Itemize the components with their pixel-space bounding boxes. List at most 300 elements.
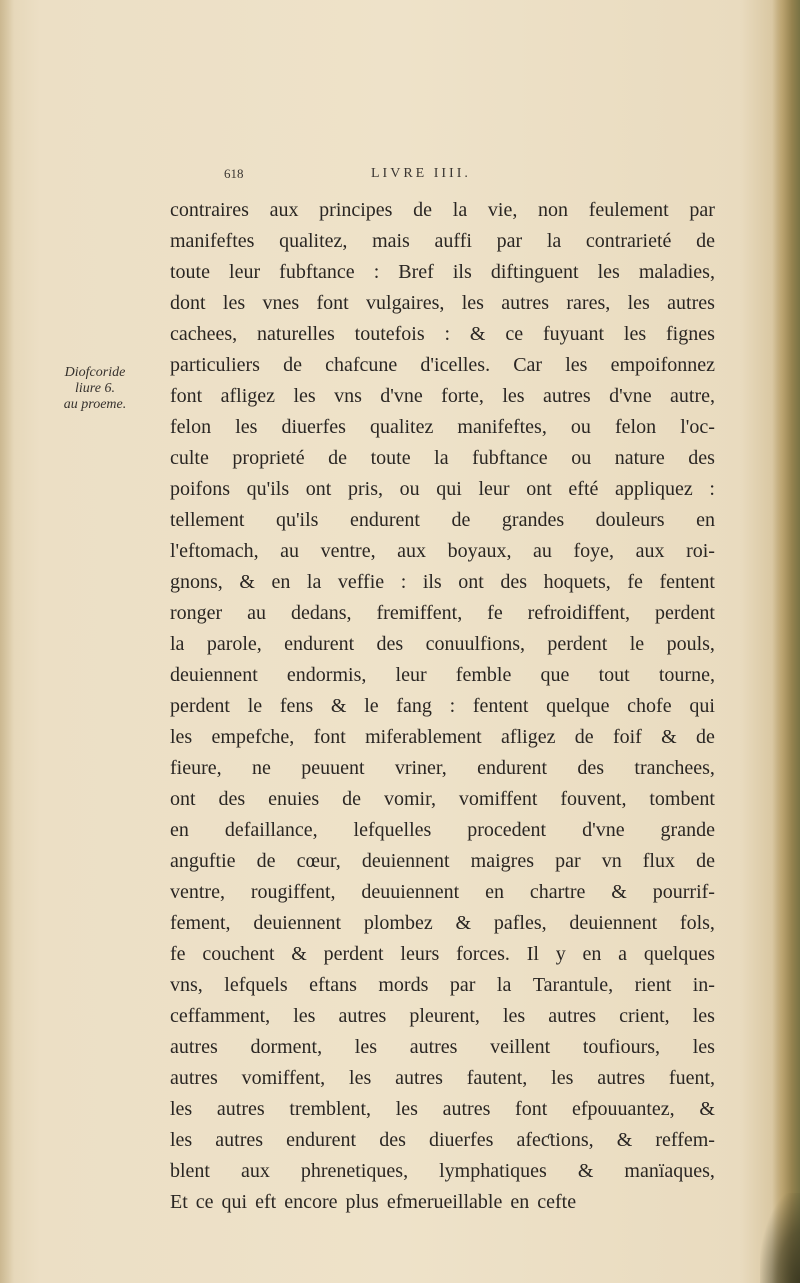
word: que (540, 664, 570, 686)
word: afligez (220, 385, 276, 407)
word: & (239, 571, 255, 593)
word: deuiennent (361, 850, 450, 872)
word: des (688, 447, 715, 469)
word: : (449, 695, 456, 717)
text-line (170, 908, 715, 939)
word: les (461, 292, 484, 314)
word: fe (627, 571, 643, 593)
text-line (170, 226, 715, 257)
word: toute (370, 447, 411, 469)
word: les (349, 1067, 372, 1089)
word: empoifonnez (610, 354, 715, 376)
text-line (170, 598, 715, 629)
word: encore (284, 1191, 338, 1213)
text-line (170, 970, 715, 1001)
word: les (597, 261, 620, 283)
word: : (400, 571, 407, 593)
word: vie, (487, 199, 518, 221)
word: vns (334, 385, 362, 407)
word: deuiennent (569, 912, 658, 934)
word: ou (399, 478, 420, 500)
word: rares, (566, 292, 611, 314)
word: flux (642, 850, 675, 872)
word: foye, (573, 540, 615, 562)
word: qu'ils (246, 478, 290, 500)
word: crient, (619, 1005, 670, 1027)
word: quelques (643, 943, 715, 965)
word: miferablement (365, 726, 482, 748)
word: plus (345, 1191, 379, 1213)
word: femble (455, 664, 512, 686)
text-line (170, 288, 715, 319)
word: diuerfes (428, 1129, 494, 1151)
word: Tarantule, (532, 974, 614, 996)
text-line (170, 660, 715, 691)
word: grandes (501, 509, 565, 531)
word: fouvent, (560, 788, 627, 810)
word: qualitez (370, 416, 434, 438)
word: & (661, 726, 677, 748)
word: autre, (670, 385, 715, 407)
word: fens (279, 695, 314, 717)
word: font (515, 1098, 548, 1120)
word: diftinguent (490, 261, 579, 283)
word: les (293, 385, 316, 407)
word: non (538, 199, 569, 221)
body-text (170, 195, 715, 1218)
word: fe (170, 943, 186, 965)
word: par (496, 230, 523, 252)
word: feulement (588, 199, 669, 221)
word: autres (542, 385, 591, 407)
word: les (551, 1067, 574, 1089)
word: ventre, (320, 540, 376, 562)
word: tellement (170, 509, 245, 531)
word: enuies (268, 788, 320, 810)
text-line (170, 567, 715, 598)
word: vnes (262, 292, 300, 314)
word: cefte (537, 1191, 577, 1213)
word: & (616, 1129, 633, 1151)
word: gnons, (170, 571, 223, 593)
word: de (328, 447, 348, 469)
word: les (692, 1005, 715, 1027)
word: cachees, (170, 323, 238, 345)
text-line (170, 1156, 715, 1187)
word: pafles, (493, 912, 547, 934)
word: efté (568, 478, 599, 500)
word: les (395, 1098, 418, 1120)
word: fubftance (279, 261, 355, 283)
word: les (565, 354, 588, 376)
word: toutefois (354, 323, 425, 345)
word: deuuiennent (361, 881, 460, 903)
word: par (449, 974, 476, 996)
word: hoquets, (543, 571, 611, 593)
word: le (364, 695, 379, 717)
text-line (170, 629, 715, 660)
word: de (283, 354, 302, 376)
word: dedans, (291, 602, 352, 624)
word: Bref (398, 261, 434, 283)
word: fignes (666, 323, 715, 345)
word: ceffamment, (170, 1005, 271, 1027)
word: en (271, 571, 291, 593)
word: : (373, 261, 380, 283)
running-title: LIVRE IIII. (371, 166, 471, 181)
word: au (533, 540, 552, 562)
text-line (170, 195, 715, 226)
text-line (170, 846, 715, 877)
word: de (256, 850, 276, 872)
word: ils (422, 571, 442, 593)
running-head (0, 166, 800, 186)
word: autres (409, 1036, 458, 1058)
word: autres (501, 292, 550, 314)
word: vns, (170, 974, 203, 996)
word: particuliers (170, 354, 260, 376)
word: & (611, 881, 627, 903)
word: les (692, 1036, 715, 1058)
word: rient (634, 974, 672, 996)
word: perdent (654, 602, 715, 624)
margin-note-line: au proeme. (63, 397, 127, 412)
word: maladies, (638, 261, 715, 283)
word: dorment, (250, 1036, 323, 1058)
text-line (170, 474, 715, 505)
word: l'eftomach, (170, 540, 259, 562)
text-line (170, 691, 715, 722)
word: autres (216, 1098, 265, 1120)
word: leurs (400, 943, 440, 965)
word: perdent (547, 633, 608, 655)
margin-note-line: Diofcoride (64, 365, 126, 380)
text-line (170, 412, 715, 443)
word: foif (612, 726, 642, 748)
word: ne (251, 757, 271, 779)
word: tourne, (658, 664, 715, 686)
word: deuiennent (253, 912, 342, 934)
word: fols, (679, 912, 715, 934)
text-line (170, 443, 715, 474)
word: en (582, 943, 602, 965)
word: manifeftes (170, 230, 255, 252)
text-line (170, 1125, 715, 1156)
word: vn (601, 850, 622, 872)
word: des (376, 633, 404, 655)
word: eft (255, 1191, 277, 1213)
word: des (577, 757, 605, 779)
word: de (342, 788, 362, 810)
binding-shadow (0, 0, 14, 1283)
word: auffi (434, 230, 472, 252)
word: de (451, 509, 471, 531)
word: principes (319, 199, 393, 221)
text-line (170, 784, 715, 815)
word: douleurs (595, 509, 665, 531)
text-line (170, 939, 715, 970)
word: anguftie (170, 850, 236, 872)
word: les (170, 1098, 193, 1120)
word: autres (215, 1129, 264, 1151)
word: endurent (477, 757, 548, 779)
word: autres (338, 1005, 387, 1027)
word: contraires (170, 199, 249, 221)
text-line (170, 1094, 715, 1125)
text-line (170, 1063, 715, 1094)
word: de (696, 230, 715, 252)
word: felon (615, 416, 657, 438)
word: des (218, 788, 246, 810)
word: aux (269, 199, 299, 221)
text-line (170, 877, 715, 908)
word: ont (170, 788, 196, 810)
word: Il (526, 943, 539, 965)
text-line (170, 350, 715, 381)
text-line (170, 1032, 715, 1063)
word: chofe (627, 695, 672, 717)
word: plombez (363, 912, 433, 934)
word: poifons (170, 478, 230, 500)
word: les (627, 292, 650, 314)
text-line (170, 381, 715, 412)
word: perdent (170, 695, 230, 717)
word: les (623, 323, 647, 345)
word: rougiffent, (250, 881, 336, 903)
word: empefche, (211, 726, 295, 748)
word: a (618, 943, 628, 965)
word: ronger (170, 602, 223, 624)
word: & (699, 1098, 715, 1120)
word: ce (195, 1191, 214, 1213)
word: fement, (170, 912, 231, 934)
word: pris, (347, 478, 383, 500)
word: boyaux, (447, 540, 512, 562)
word: endurent (349, 509, 420, 531)
word: par (555, 850, 581, 872)
word: endurent (286, 1129, 357, 1151)
text-line (170, 753, 715, 784)
word: mais (372, 230, 410, 252)
word: culte (170, 447, 209, 469)
word: en (170, 819, 189, 841)
word: les (222, 292, 246, 314)
word: pouls, (666, 633, 715, 655)
word: endurent (284, 633, 355, 655)
word: afligez (501, 726, 556, 748)
word: afeƈtions, (516, 1129, 594, 1151)
word: chafcune (325, 354, 398, 376)
word: fremiffent, (376, 602, 463, 624)
word: couchent (202, 943, 275, 965)
word: grande (660, 819, 715, 841)
word: leur (395, 664, 427, 686)
word: pourrif- (652, 881, 715, 903)
word: d'vne (582, 819, 625, 841)
word: proprieté (232, 447, 305, 469)
word: : (444, 323, 451, 345)
word: deuiennent (170, 664, 258, 686)
margin-note-line: liure 6. (75, 381, 115, 396)
word: ou (570, 416, 591, 438)
word: ont (526, 478, 552, 500)
word: & (577, 1160, 594, 1182)
text-line (170, 722, 715, 753)
word: qui (436, 478, 462, 500)
word: autres (442, 1098, 491, 1120)
word: les (170, 726, 193, 748)
word: endormis, (286, 664, 367, 686)
word: en (696, 509, 715, 531)
margin-note (30, 365, 160, 413)
word: y (555, 943, 566, 965)
word: contrarieté (585, 230, 672, 252)
word: des (500, 571, 528, 593)
text-line (170, 1187, 715, 1218)
word: tout (598, 664, 630, 686)
word: la (306, 571, 322, 593)
word: au (280, 540, 300, 562)
word: fubftance (472, 447, 548, 469)
word: roi- (686, 540, 715, 562)
word: les (502, 1005, 526, 1027)
word: le (247, 695, 263, 717)
word: & (291, 943, 307, 965)
word: veillent (490, 1036, 551, 1058)
word: defaillance, (224, 819, 318, 841)
word: la (170, 633, 185, 655)
word: le (629, 633, 645, 655)
word: parole, (206, 633, 262, 655)
word: & (330, 695, 347, 717)
word: ont (305, 478, 332, 500)
word: ils (452, 261, 472, 283)
word: fentent (472, 695, 529, 717)
word: autres (395, 1067, 443, 1089)
word: peuuent (301, 757, 365, 779)
word: appliquez (615, 478, 693, 500)
word: d'vne (380, 385, 423, 407)
word: de (413, 199, 433, 221)
text-line (170, 1001, 715, 1032)
word: procedent (467, 819, 547, 841)
word: tranchees, (634, 757, 715, 779)
word: qualitez, (279, 230, 348, 252)
word: & (469, 323, 486, 345)
word: pleurent, (409, 1005, 480, 1027)
word: mords (378, 974, 429, 996)
word: fentent (659, 571, 715, 593)
word: qui (689, 695, 715, 717)
word: fieure, (170, 757, 222, 779)
word: Car (513, 354, 543, 376)
word: cœur, (296, 850, 341, 872)
word: in- (692, 974, 715, 996)
word: vomiffent (458, 788, 538, 810)
word: par (689, 199, 715, 221)
word: la (452, 199, 468, 221)
word: toufiours, (582, 1036, 661, 1058)
word: diuerfes (281, 416, 346, 438)
word: fuyuant (542, 323, 605, 345)
word: aux (241, 1160, 270, 1182)
word: maigres (470, 850, 534, 872)
word: vomir, (383, 788, 436, 810)
word: la (496, 974, 512, 996)
word: ont (458, 571, 484, 593)
word: au (247, 602, 267, 624)
word: d'icelles. (420, 354, 491, 376)
word: de (696, 850, 715, 872)
word: qu'ils (275, 509, 319, 531)
word: lymphatiques (439, 1160, 547, 1182)
word: aux (397, 540, 427, 562)
word: & (455, 912, 472, 934)
word: leur (478, 478, 510, 500)
word: felon (170, 416, 212, 438)
word: tombent (649, 788, 715, 810)
word: de (574, 726, 594, 748)
word: en (485, 881, 504, 903)
word: autres (170, 1067, 218, 1089)
word: font (313, 726, 346, 748)
word: les (502, 385, 525, 407)
word: efmerueillable (386, 1191, 503, 1213)
word: tremblent, (289, 1098, 371, 1120)
word: veffie (337, 571, 385, 593)
word: dont (170, 292, 206, 314)
page-edge-stain (760, 1193, 800, 1283)
word: les (293, 1005, 316, 1027)
word: naturelles (257, 323, 335, 345)
text-line (170, 815, 715, 846)
text-line (170, 536, 715, 567)
word: des (379, 1129, 406, 1151)
word: autres (597, 1067, 646, 1089)
word: la (546, 230, 562, 252)
word: blent (170, 1160, 210, 1182)
page-number: 618 (224, 166, 244, 181)
word: la (434, 447, 449, 469)
word: forces. (456, 943, 510, 965)
word: nature (614, 447, 665, 469)
word: autres (170, 1036, 218, 1058)
word: fuent, (668, 1067, 715, 1089)
word: fe (487, 602, 503, 624)
word: de (696, 726, 715, 748)
text-line (170, 505, 715, 536)
word: ou (571, 447, 592, 469)
word: d'vne (609, 385, 652, 407)
word: vriner, (394, 757, 447, 779)
word: lefquelles (353, 819, 432, 841)
word: forte, (441, 385, 484, 407)
word: refroidiffent, (527, 602, 631, 624)
word: ce (505, 323, 524, 345)
word: toute (170, 261, 210, 283)
word: manifeftes, (457, 416, 547, 438)
word: ventre, (170, 881, 225, 903)
text-line (170, 319, 715, 350)
word: : (709, 478, 715, 500)
word: reffem- (655, 1129, 715, 1151)
word: eftans (309, 974, 357, 996)
word: les (235, 416, 258, 438)
word: lefquels (224, 974, 288, 996)
word: en (510, 1191, 530, 1213)
text-line (170, 257, 715, 288)
page-edge (772, 0, 800, 1283)
